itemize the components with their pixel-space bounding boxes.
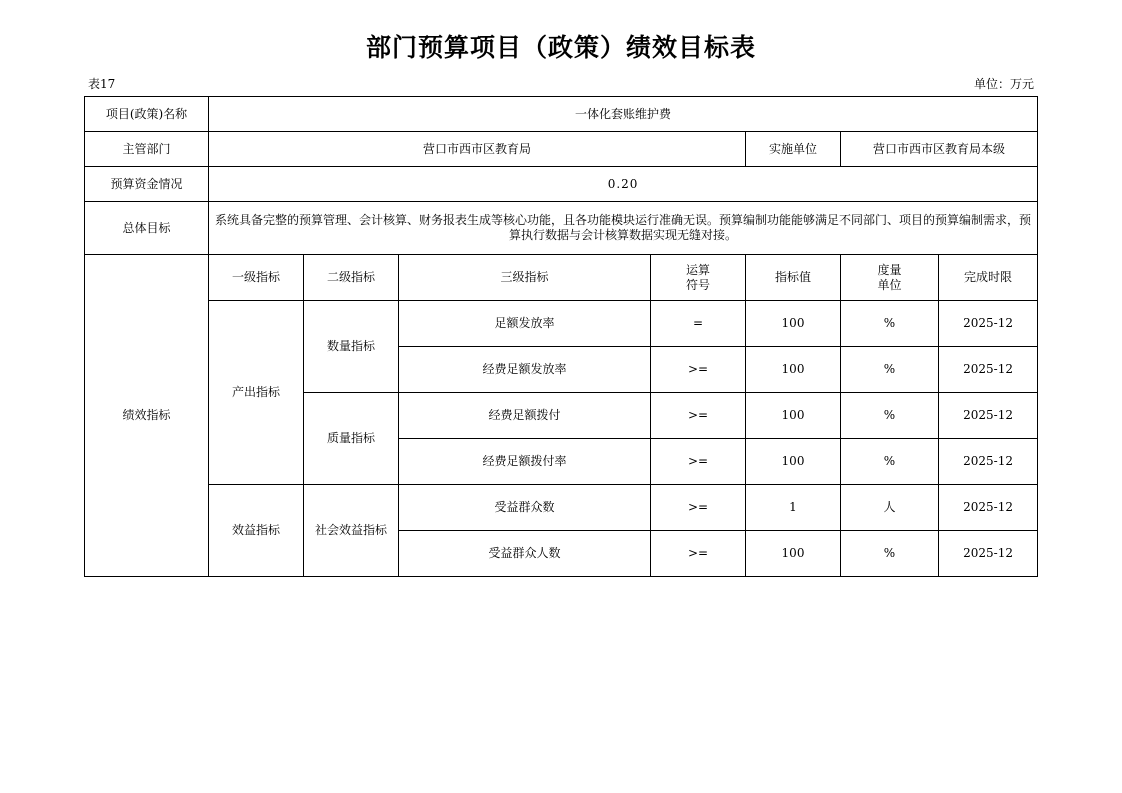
- indicator-deadline: 2025-12: [939, 347, 1038, 393]
- indicator-name: 受益群众人数: [399, 531, 651, 577]
- budget-value: 0.20: [209, 167, 1038, 202]
- indicator-deadline: 2025-12: [939, 301, 1038, 347]
- project-name-label: 项目(政策)名称: [85, 97, 209, 132]
- indicator-operator: >=: [651, 347, 746, 393]
- header-unit-line1: 度量: [877, 262, 902, 277]
- indicator-deadline: 2025-12: [939, 531, 1038, 577]
- indicator-operator: >=: [651, 531, 746, 577]
- indicator-value: 1: [746, 485, 841, 531]
- header-operator: [651, 255, 746, 301]
- implementing-unit-label: 实施单位: [746, 132, 841, 167]
- indicator-name: 受益群众数: [399, 485, 651, 531]
- department-label: 主管部门: [85, 132, 209, 167]
- indicator-deadline: 2025-12: [939, 393, 1038, 439]
- header-deadline: 完成时限: [939, 255, 1038, 301]
- indicator-name: 经费足额拨付率: [399, 439, 651, 485]
- overall-goal-value: 系统具备完整的预算管理、会计核算、财务报表生成等核心功能，且各功能模块运行准确无误。预算编制功能能够满足不同部门、项目的预算编制需求，预算执行数据与会计核算数据实现无缝对接。: [209, 202, 1038, 255]
- table-number: 表17: [88, 77, 116, 91]
- indicator-operator: >=: [651, 393, 746, 439]
- indicator-unit: %: [841, 301, 939, 347]
- implementing-unit-value: 营口市西市区教育局本级: [841, 132, 1038, 167]
- performance-indicators-label: 绩效指标: [85, 255, 209, 577]
- header-unit: [841, 255, 939, 301]
- indicator-operator: >=: [651, 439, 746, 485]
- group-social: 社会效益指标: [304, 485, 399, 577]
- header-operator-line1: 运算: [685, 262, 710, 277]
- project-name-row: [85, 97, 1038, 132]
- indicator-value: 100: [746, 531, 841, 577]
- indicator-value: 100: [746, 301, 841, 347]
- page-title: 部门预算项目（政策）绩效目标表: [365, 33, 756, 62]
- indicator-deadline: 2025-12: [939, 485, 1038, 531]
- indicator-unit: %: [841, 393, 939, 439]
- header-unit-line2: 单位: [877, 277, 902, 292]
- table-row: [85, 301, 1038, 347]
- indicator-unit: %: [841, 439, 939, 485]
- department-row: [85, 132, 1038, 167]
- indicator-operator: >=: [651, 485, 746, 531]
- indicator-deadline: 2025-12: [939, 439, 1038, 485]
- header-operator-line2: 符号: [685, 277, 710, 292]
- department-value: 营口市西市区教育局: [209, 132, 746, 167]
- indicator-value: 100: [746, 439, 841, 485]
- indicator-unit: %: [841, 531, 939, 577]
- indicator-header-row: [85, 255, 1038, 301]
- group-benefit: 效益指标: [209, 485, 304, 577]
- indicator-name: 经费足额发放率: [399, 347, 651, 393]
- indicator-name: 经费足额拨付: [399, 393, 651, 439]
- budget-row: [85, 167, 1038, 202]
- header-value: 指标值: [746, 255, 841, 301]
- indicator-unit: %: [841, 347, 939, 393]
- header-level1: 一级指标: [209, 255, 304, 301]
- header-level2: 二级指标: [304, 255, 399, 301]
- group-quality: 质量指标: [304, 393, 399, 485]
- performance-table: [84, 96, 1038, 577]
- unit-label: 单位：万元: [973, 77, 1034, 91]
- project-name-value: 一体化套账维护费: [209, 97, 1038, 132]
- group-quantity: 数量指标: [304, 301, 399, 393]
- indicator-value: 100: [746, 393, 841, 439]
- indicator-value: 100: [746, 347, 841, 393]
- budget-label: 预算资金情况: [85, 167, 209, 202]
- group-output: 产出指标: [209, 301, 304, 485]
- indicator-unit: 人: [841, 485, 939, 531]
- indicator-operator: =: [651, 301, 746, 347]
- table-row: [85, 485, 1038, 531]
- overall-goal-row: [85, 202, 1038, 255]
- overall-goal-label: 总体目标: [85, 202, 209, 255]
- indicator-name: 足额发放率: [399, 301, 651, 347]
- header-level3: 三级指标: [399, 255, 651, 301]
